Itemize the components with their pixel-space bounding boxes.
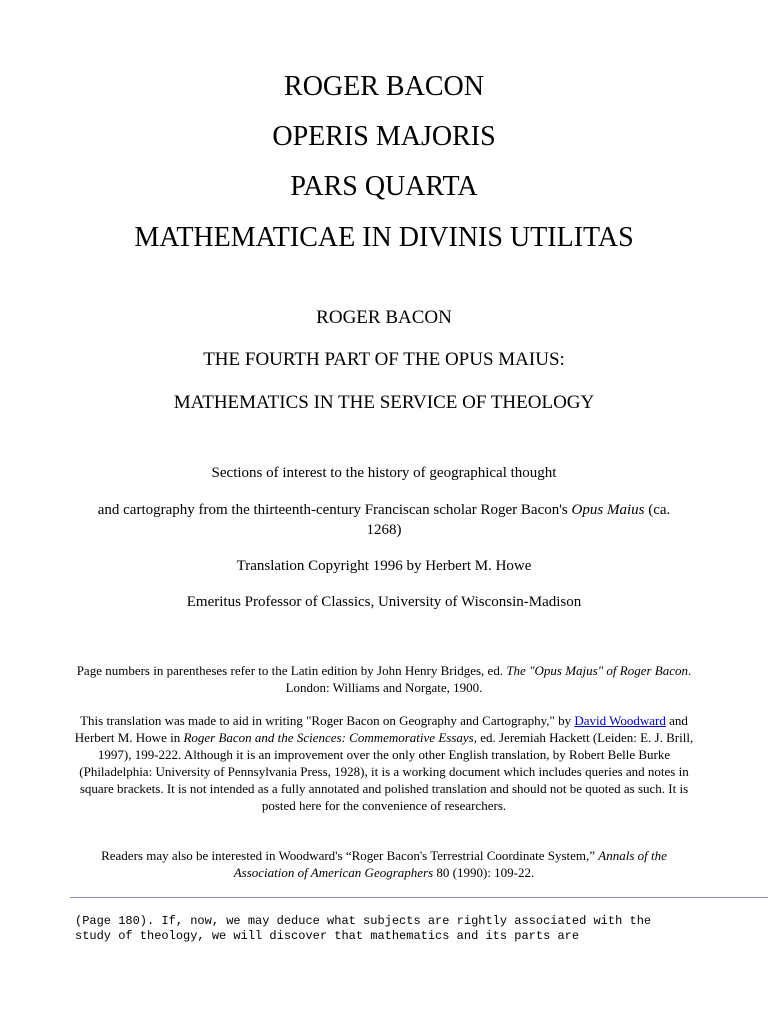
latin-title-work: OPERIS MAJORIS	[272, 121, 496, 152]
david-woodward-link[interactable]: David Woodward	[574, 713, 666, 728]
english-title-author: ROGER BACON	[316, 307, 452, 328]
body-text-line: (Page 180). If, now, we may deduce what subjects are rightly associated with the	[75, 914, 652, 928]
latin-title-part: PARS QUARTA	[290, 171, 478, 202]
copyright-line: Translation Copyright 1996 by Herbert M. Howe	[236, 558, 532, 574]
latin-title-subject: MATHEMATICAE IN DIVINIS UTILITAS	[134, 222, 634, 253]
intro-line-2: and cartography from the thirteenth-century Franciscan scholar Roger Bacon's Opus Maius (ca. 1268)	[97, 502, 671, 538]
english-title-subject: MATHEMATICS IN THE SERVICE OF THEOLOGY	[173, 392, 595, 413]
latin-title-author: ROGER BACON	[284, 71, 484, 102]
affiliation-line: Emeritus Professor of Classics, University of Wisconsin-Madison	[186, 594, 582, 610]
body-text	[75, 914, 765, 944]
readers-note: Readers may also be interested in Woodward's “Roger Bacon's Terrestrial Coordinate System,” Annals of the Association of American Geographers 80 (1990): 109-22.	[101, 848, 667, 880]
page-numbers-note: Page numbers in parentheses refer to the Latin edition by John Henry Bridges, ed. The "Opus Majus" of Roger Bacon. London: Williams and Norgate, 1900.	[76, 663, 692, 695]
intro-line-1: Sections of interest to the history of geographical thought	[211, 465, 557, 481]
body-text-line: study of theology, we will discover that mathematics and its parts are	[75, 929, 580, 943]
english-title-work: THE FOURTH PART OF THE OPUS MAIUS:	[203, 349, 565, 370]
horizontal-divider	[70, 897, 768, 898]
translation-note: This translation was made to aid in writing "Roger Bacon on Geography and Cartography," by David Woodward and Herbert M. Howe in Roger Bacon and the Sciences: Commemorative Essays, ed. Jeremiah Hackett (Leiden: E. J. Brill, 1997), 199-222. Although it is an improvement over the only other English translation, by Robert Belle Burke (Philadelphia: University of Pennsylvania Press, 1928), it is a working document which includes queries and notes in square brackets. It is not intended as a fully annotated and polished translation and should not be quoted as such. It is posted here for the convenience of researchers.	[74, 713, 694, 813]
